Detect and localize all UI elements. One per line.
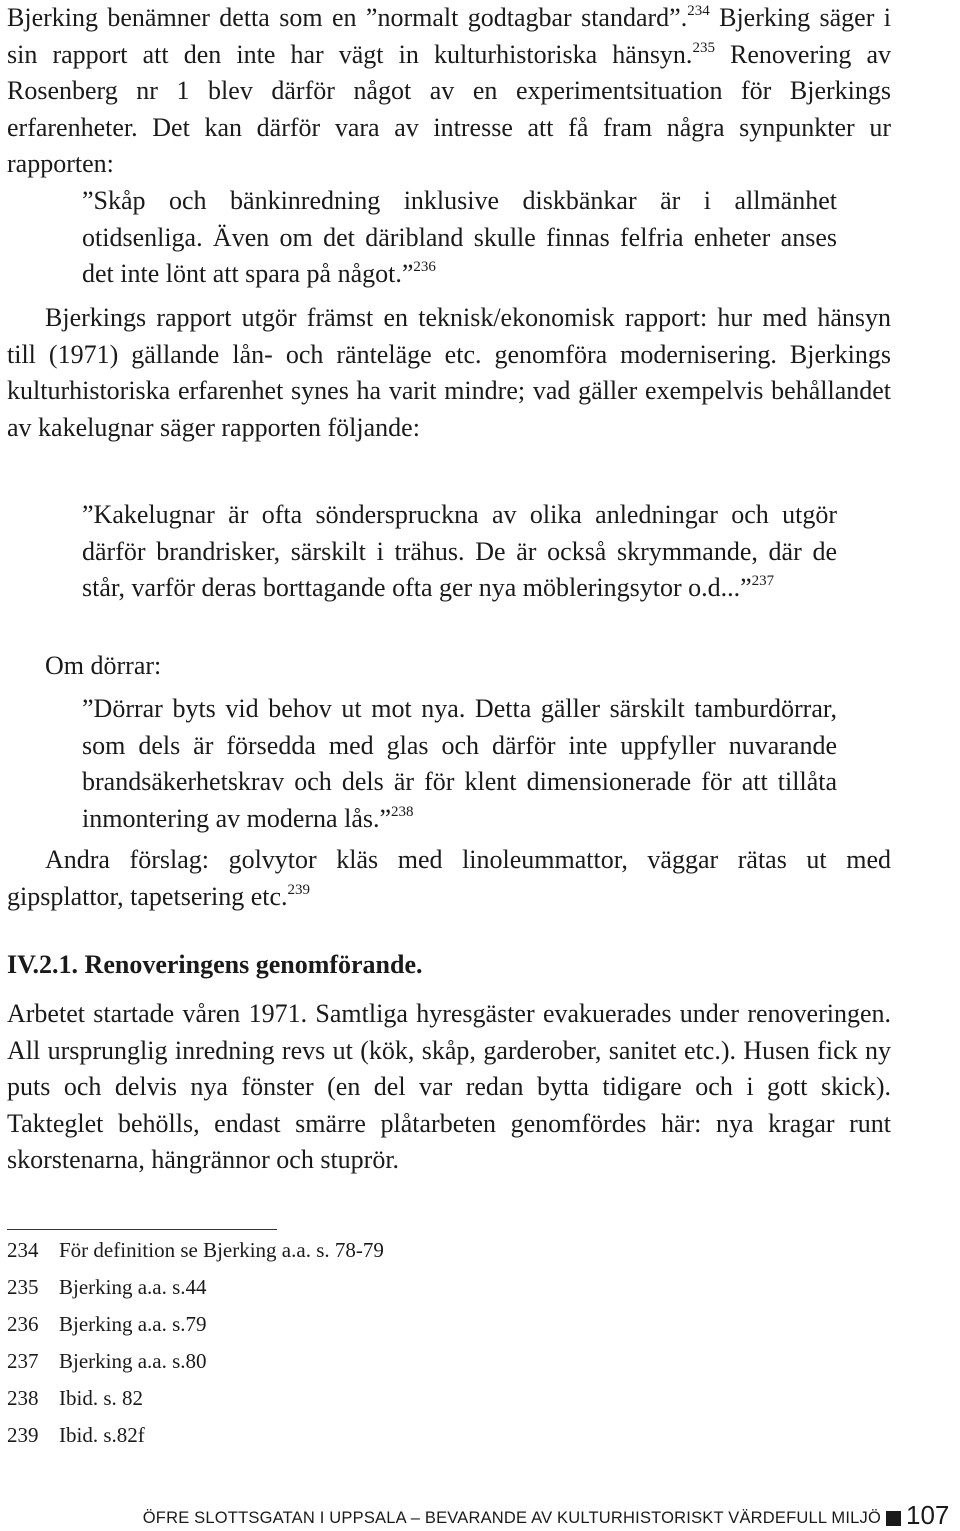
- quote-cabinets: ”Skåp och bänkinredning inklusive diskbänkar är i allmänhet otidsenliga. Även om det däribland skulle finnas felfria enheter anses det inte lönt att spara på något.”$^{236}$: [82, 186, 837, 289]
- footnote-item: 237 Bjerking a.a. s.80: [7, 1349, 207, 1373]
- footnote-ref-237[interactable]: 237: [751, 573, 775, 590]
- footnote-item: 235 Bjerking a.a. s.44: [7, 1275, 207, 1299]
- quote-stoves: ”Kakelugnar är ofta sönderspruckna av olika anledningar och utgör därför brandrisker, särskilt i trähus. De är också skrymmande, där de står, varför deras borttagande ofta ger nya möbleringsytor o.d...”$^{237}$: [82, 500, 837, 603]
- square-marker-icon: [886, 1511, 901, 1526]
- page-number: 107: [906, 1500, 950, 1530]
- footnotes: [7, 1232, 891, 1454]
- footnote-ref-239[interactable]: 239: [287, 881, 311, 898]
- footnote-ref-235[interactable]: 235: [692, 39, 715, 56]
- footnote-divider: [7, 1229, 277, 1230]
- footnote-item: 239 Ibid. s.82f: [7, 1423, 145, 1447]
- paragraph-renovation: Arbetet startade våren 1971. Samtliga hyresgäster evakuerades under renoveringen. All ursprunglig inredning revs ut (kök, skåp, garderober, sanitet etc.). Husen fick ny puts och delvis nya fönster (en del var redan bytta tidigare och i gott skick). Takteglet behölls, endast smärre plåtarbeten genomfördes här: nya kragar runt skorstenarna, hängrännor och stuprör.: [7, 999, 891, 1175]
- paragraph-report: Bjerkings rapport utgör främst en teknisk/ekonomisk rapport: hur med hänsyn till (1971) gällande lån- och ränteläge etc. genomföra modernisering. Bjerkings kulturhistoriska erfarenhet synes ha varit mindre; vad gäller exempelvis behållandet av kakelugnar säger rapporten följande:: [7, 303, 891, 442]
- running-footer-title: ÖFRE SLOTTSGATAN I UPPSALA – BEVARANDE AV KULTURHISTORISKT VÄRDEFULL MILJÖ: [142, 1509, 881, 1527]
- paragraph-other-proposals: Andra förslag: golvytor kläs med linoleummattor, väggar rätas ut med gipsplattor, tapetsering etc.$^{239}$: [7, 845, 891, 911]
- footnote-item: 234 För definition se Bjerking a.a. s. 78-79: [7, 1238, 384, 1262]
- footnote-ref-238[interactable]: 238: [391, 803, 414, 820]
- paragraph-doors-label: Om dörrar:: [45, 651, 162, 680]
- quote-doors: ”Dörrar byts vid behov ut mot nya. Detta gäller särskilt tamburdörrar, som dels är försedda med glas och därför inte uppfyller nuvarande brandsäkerhetskrav och dels är för klent dimensionerade för att tillåta inmontering av moderna lås.”$^{238}$: [82, 694, 837, 833]
- footnote-item: 238 Ibid. s. 82: [7, 1386, 143, 1410]
- paragraph-intro: Bjerking benämner detta som en ”normalt godtagbar standard”.$^{234}$ Bjerking säger i sin rapport att den inte har vägt in kulturhistoriska hänsyn.$^{235}$ Renovering av Rosenberg nr 1 blev därför något av en experimentsituation för Bjerkings erfarenheter. Det kan därför vara av intresse att få fram några synpunkter ur rapporten:: [7, 3, 891, 179]
- section-heading: IV.2.1. Renoveringens genomförande.: [7, 950, 423, 979]
- footnote-item: 236 Bjerking a.a. s.79: [7, 1312, 207, 1336]
- footnote-ref-234[interactable]: 234: [687, 3, 710, 19]
- footnote-ref-236[interactable]: 236: [413, 259, 436, 276]
